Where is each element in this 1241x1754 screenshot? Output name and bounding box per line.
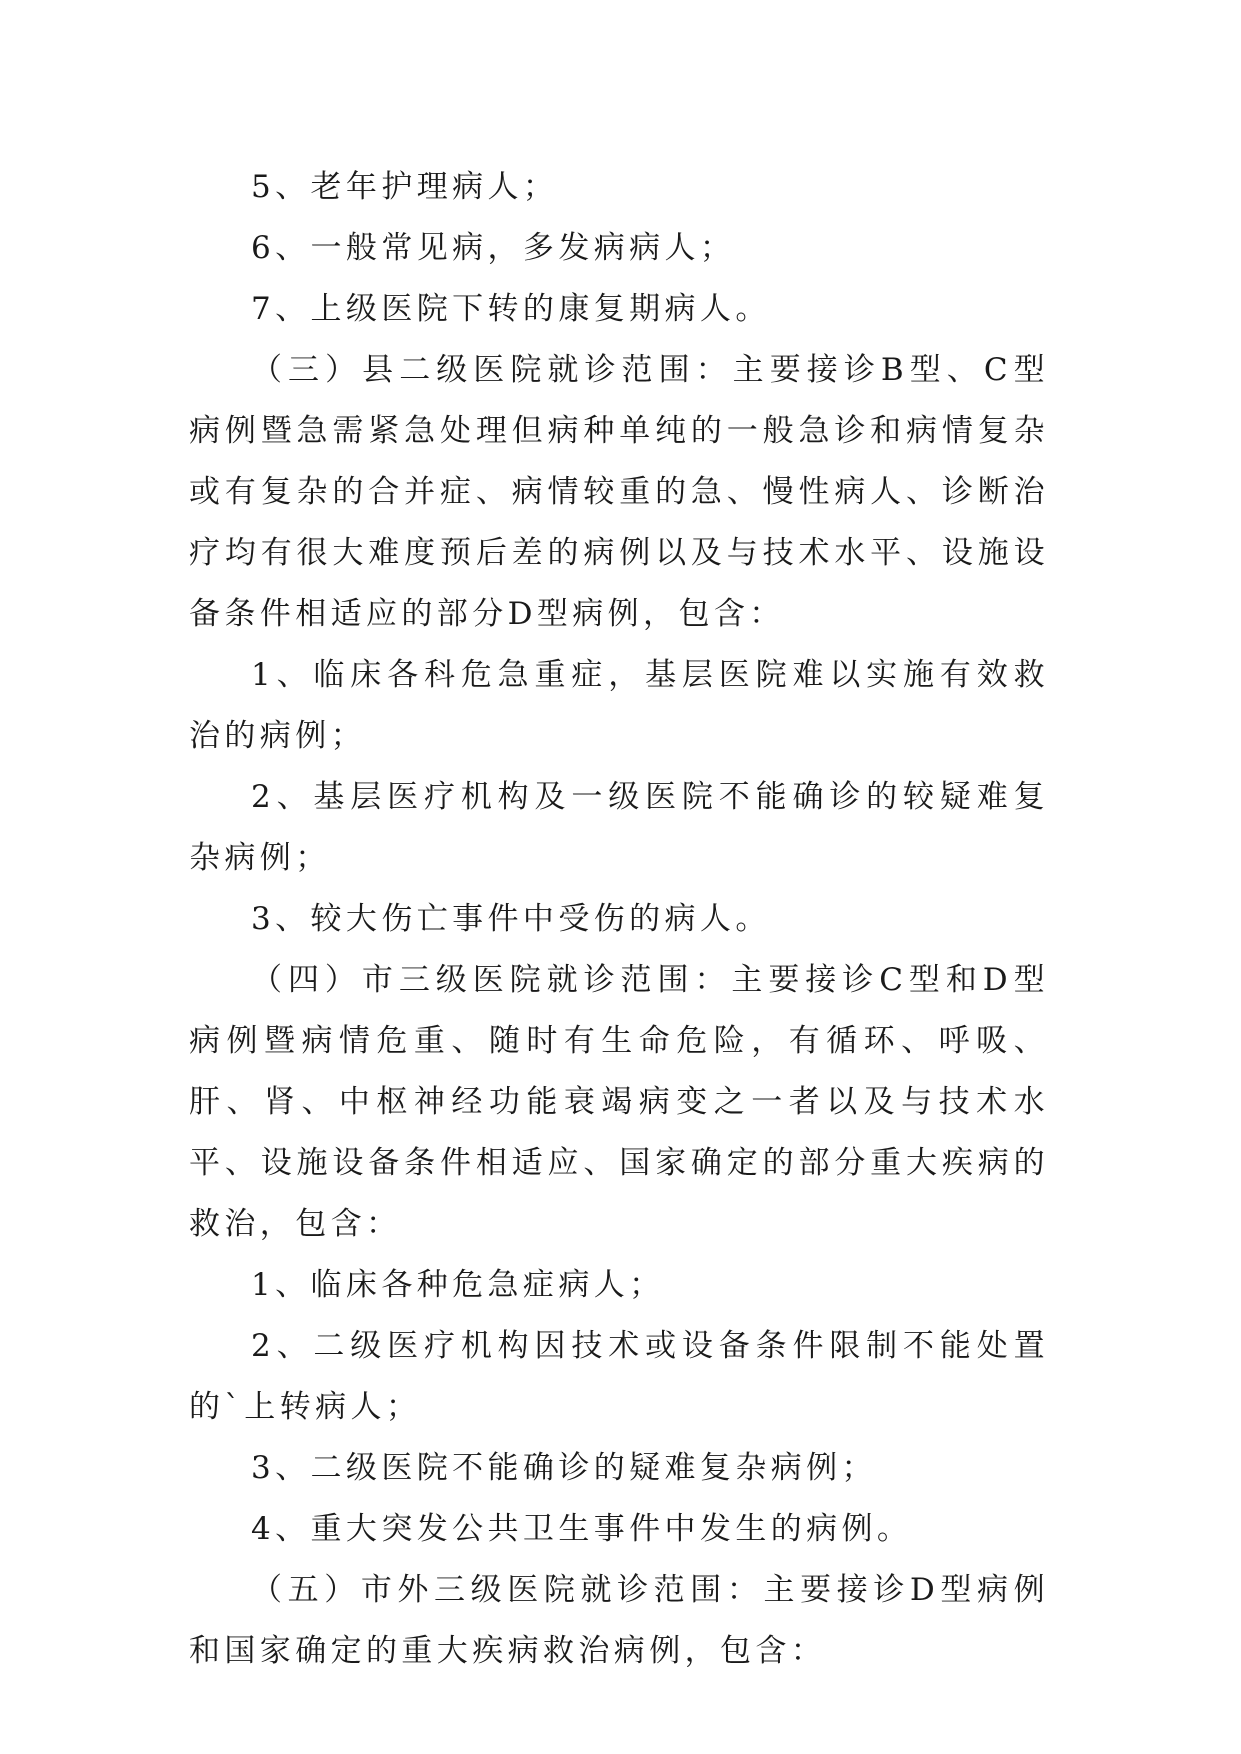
list-item-5: 5、老年护理病人； [251, 169, 559, 205]
section-five-paragraph: （五）市外三级医院就诊范围：主要接诊D型病例和国家确定的重大疾病救治病例，包含： [189, 1572, 1049, 1669]
section-four-paragraph: （四）市三级医院就诊范围：主要接诊C型和D型病例暨病情危重、随时有生命危险，有循环、呼吸、肝、肾、中枢神经功能衰竭病变之一者以及与技术水平、设施设备条件相适应、国家确定的部分重大疾病的救治，包含： [189, 962, 1049, 1242]
section-four-item-2: 2、二级医疗机构因技术或设备条件限制不能处置的`上转病人； [189, 1328, 1049, 1425]
section-four-item-3: 3、二级医院不能确诊的疑难复杂病例； [251, 1450, 877, 1486]
section-three-item-1: 1、临床各科危急重症，基层医院难以实施有效救治的病例； [189, 657, 1049, 754]
list-item-7: 7、上级医院下转的康复期病人。 [251, 291, 771, 327]
document-body [189, 157, 1049, 1682]
section-three-paragraph: （三）县二级医院就诊范围：主要接诊B型、C型病例暨急需紧急处理但病种单纯的一般急诊和病情复杂或有复杂的合并症、病情较重的急、慢性病人、诊断治疗均有很大难度预后差的病例以及与技术水平、设施设备条件相适应的部分D型病例，包含： [189, 352, 1049, 632]
section-four-item-1: 1、临床各种危急症病人； [251, 1267, 665, 1303]
list-item-6: 6、一般常见病，多发病病人； [251, 230, 736, 266]
section-four-item-4: 4、重大突发公共卫生事件中发生的病例。 [251, 1511, 913, 1547]
section-three-item-3: 3、较大伤亡事件中受伤的病人。 [251, 901, 771, 937]
section-three-item-2: 2、基层医疗机构及一级医院不能确诊的较疑难复杂病例； [189, 779, 1049, 876]
